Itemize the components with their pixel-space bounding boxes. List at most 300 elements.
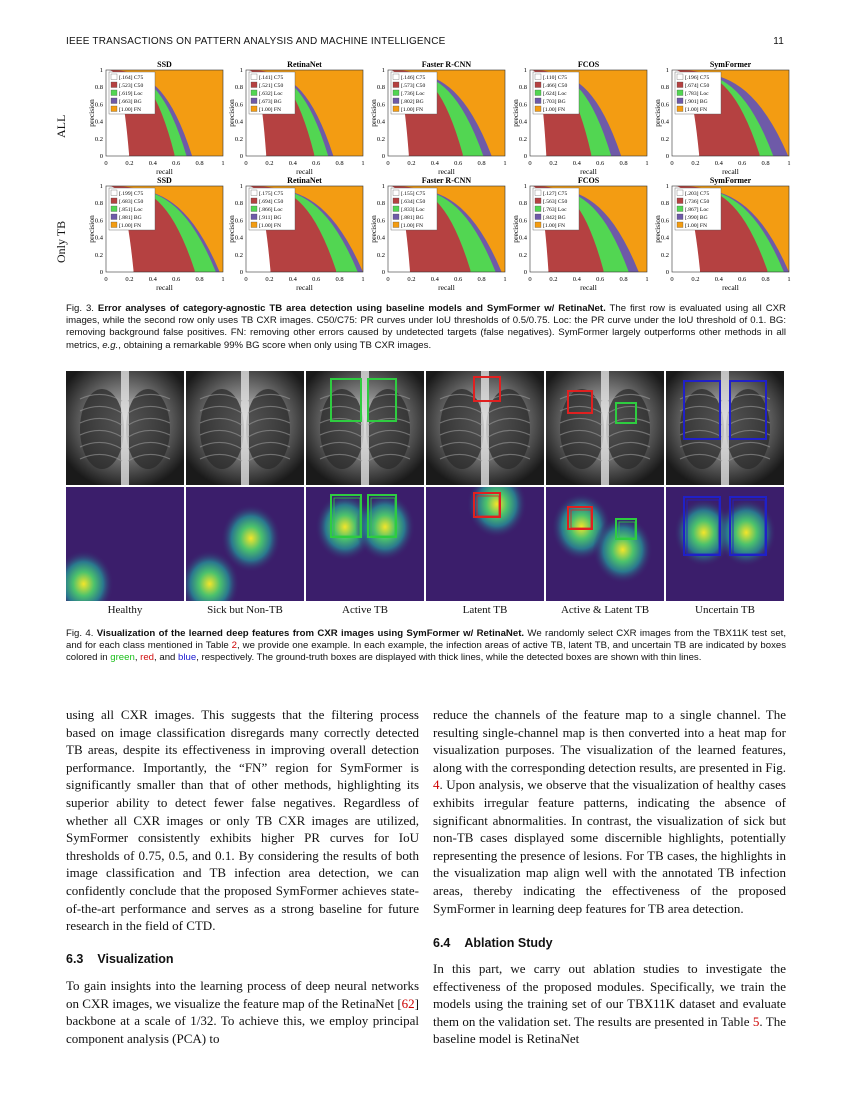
- y-tick-label: 0.2: [660, 135, 669, 143]
- legend: [391, 72, 437, 114]
- legend-entry: [.881] BG: [119, 215, 142, 221]
- x-axis-label: recall: [296, 283, 313, 292]
- fig4-caption-b: , we provide one example. In each example, the infection areas of active TB, latent TB, and uncertain TB are indicated by boxes colored in: [66, 640, 786, 664]
- x-tick-label: 0: [244, 160, 248, 167]
- x-axis-label: recall: [438, 283, 455, 292]
- heat-map: [186, 487, 304, 601]
- y-tick-label: 0.4: [234, 118, 243, 126]
- pr-chart: [227, 174, 368, 292]
- y-tick-label: 0.2: [518, 251, 527, 259]
- legend-swatch: [111, 214, 117, 220]
- legend-swatch: [677, 74, 683, 80]
- legend-swatch: [535, 90, 541, 96]
- y-tick-label: 0.6: [376, 101, 385, 109]
- y-tick-label: 0.8: [518, 200, 527, 208]
- y-tick-label: 0.6: [518, 217, 527, 225]
- x-tick-label: 1: [221, 160, 225, 167]
- pr-chart-svg: [87, 58, 238, 176]
- x-tick-label: 0: [104, 276, 108, 283]
- legend-swatch: [111, 190, 117, 196]
- section-title: Ablation Study: [464, 936, 553, 950]
- pr-chart-svg: [653, 58, 804, 176]
- chart-title: SSD: [157, 176, 172, 185]
- x-tick-label: 0.2: [549, 160, 558, 167]
- legend-swatch: [111, 222, 117, 228]
- running-header: [66, 36, 784, 47]
- y-axis-label: precision: [653, 215, 662, 243]
- legend-swatch: [111, 82, 117, 88]
- x-tick-label: 0.8: [195, 160, 204, 167]
- x-tick-label: 0.2: [549, 276, 558, 283]
- y-tick-label: 0: [523, 269, 527, 276]
- legend-entry: [.146] C75: [401, 75, 426, 81]
- y-tick-label: 0.8: [234, 200, 243, 208]
- legend-swatch: [677, 106, 683, 112]
- legend-swatch: [251, 206, 257, 212]
- legend-swatch: [251, 198, 257, 204]
- x-tick-label: 0.8: [761, 160, 770, 167]
- x-tick-label: 0: [244, 276, 248, 283]
- legend-entry: [.867] Loc: [685, 207, 709, 213]
- legend-entry: [.683] C50: [119, 199, 144, 205]
- y-tick-label: 0.2: [94, 135, 103, 143]
- y-tick-label: 0.8: [376, 200, 385, 208]
- section-number: 6.3: [66, 952, 84, 966]
- legend-swatch: [535, 214, 541, 220]
- x-axis-label: recall: [722, 283, 739, 292]
- class-label: Active & Latent TB: [560, 604, 650, 616]
- activation-blob: [221, 504, 281, 572]
- legend-swatch: [111, 206, 117, 212]
- fig4-label: Fig. 4.: [66, 628, 94, 639]
- x-axis-label: recall: [722, 167, 739, 176]
- right-p2-text: In this part, we carry out ablation studies to investigate the effectiveness of the proposed modules. Specifically, we train the models using the training set of our TBX11K dataset and evaluate them on the validation set. The results are presented in Table: [433, 961, 786, 1029]
- legend-swatch: [251, 82, 257, 88]
- legend-entry: [.164] C75: [119, 75, 144, 81]
- x-tick-label: 0.4: [288, 160, 297, 167]
- chart-title: SymFormer: [709, 60, 752, 69]
- pr-chart-svg: [369, 58, 520, 176]
- cxr-image: [186, 371, 304, 485]
- legend-entry: [.127] C75: [543, 191, 568, 197]
- x-tick-label: 0.6: [172, 160, 181, 167]
- legend-entry: [1.00] FN: [401, 223, 424, 229]
- pr-chart-svg: [653, 174, 804, 292]
- x-tick-label: 0.4: [572, 276, 581, 283]
- legend-entry: [1.00] FN: [543, 107, 566, 113]
- legend-swatch: [251, 74, 257, 80]
- class-label: Healthy: [107, 604, 143, 616]
- x-tick-label: 0.2: [407, 276, 416, 283]
- legend-swatch: [251, 106, 257, 112]
- x-tick-label: 0.8: [477, 276, 486, 283]
- legend-swatch: [393, 106, 399, 112]
- fig3-caption-eg: e.g.: [102, 339, 119, 351]
- legend-entry: [.783] Loc: [685, 91, 709, 97]
- legend-entry: [1.00] FN: [543, 223, 566, 229]
- legend-entry: [.521] C50: [259, 83, 284, 89]
- legend-entry: [.466] C50: [543, 83, 568, 89]
- y-tick-label: 1: [239, 183, 243, 190]
- legend-swatch: [393, 214, 399, 220]
- x-axis-label: recall: [296, 167, 313, 176]
- legend-entry: [.523] C50: [119, 83, 144, 89]
- legend-entry: [1.00] FN: [259, 107, 282, 113]
- y-tick-label: 0.4: [376, 118, 385, 126]
- legend-swatch: [251, 98, 257, 104]
- x-tick-label: 0.8: [335, 276, 344, 283]
- fig4-caption-a: We randomly select CXR images from the TBX11K test set, and for each class mentioned in Table: [66, 628, 786, 652]
- legend-swatch: [535, 190, 541, 196]
- legend-entry: [.674] C50: [685, 83, 710, 89]
- legend-entry: [.624] Loc: [543, 91, 567, 97]
- x-tick-label: 0.4: [148, 276, 157, 283]
- spine: [601, 371, 609, 485]
- left-p2-text-end: ] backbone at a scale of 1/32. To achieve this, we employ principal component analysis (PCA) to: [66, 995, 419, 1046]
- cxr-image: [426, 371, 544, 485]
- x-tick-label: 0.6: [454, 276, 463, 283]
- section-number: 6.4: [433, 936, 451, 950]
- legend-swatch: [677, 214, 683, 220]
- pr-chart: [87, 174, 228, 292]
- y-tick-label: 0.4: [660, 118, 669, 126]
- legend: [391, 188, 437, 230]
- x-tick-label: 1: [645, 276, 649, 283]
- right-p2-text-end: . The baseline model is RetinaNet: [433, 1013, 786, 1047]
- legend-entry: [.851] Loc: [119, 207, 143, 213]
- y-tick-label: 0.6: [660, 101, 669, 109]
- pr-chart-svg: [511, 58, 662, 176]
- pr-chart: [511, 58, 652, 176]
- fig3-caption-bold: Error analyses of category-agnostic TB area detection using baseline models and SymFormer w/ RetinaNet.: [97, 303, 606, 314]
- y-axis-label: precision: [87, 99, 96, 127]
- y-axis-label: precision: [369, 99, 378, 127]
- x-tick-label: 0.6: [738, 160, 747, 167]
- legend-entry: [1.00] FN: [685, 107, 708, 113]
- legend: [675, 72, 721, 114]
- legend-entry: [.833] Loc: [401, 207, 425, 213]
- legend-entry: [.573] C50: [401, 83, 426, 89]
- fig3-caption-end: , obtaining a remarkable 99% BG score when only using TB CXR images.: [118, 339, 432, 351]
- table-5-ref[interactable]: 5: [752, 1013, 760, 1029]
- legend-swatch: [393, 206, 399, 212]
- y-tick-label: 1: [99, 67, 103, 74]
- y-tick-label: 0.8: [94, 200, 103, 208]
- x-tick-label: 0: [386, 276, 390, 283]
- legend-swatch: [677, 190, 683, 196]
- x-tick-label: 0.8: [619, 160, 628, 167]
- journal-name: IEEE TRANSACTIONS ON PATTERN ANALYSIS AND MACHINE INTELLIGENCE: [66, 36, 446, 47]
- heat-map: [66, 487, 184, 601]
- x-axis-label: recall: [156, 167, 173, 176]
- legend-swatch: [677, 82, 683, 88]
- x-tick-label: 0.4: [148, 160, 157, 167]
- legend-swatch: [535, 82, 541, 88]
- y-tick-label: 0.8: [94, 84, 103, 92]
- fig3-label: Fig. 3.: [66, 303, 94, 314]
- caption-blue: blue: [178, 652, 197, 664]
- caption-sep: ,: [134, 652, 141, 664]
- class-label: Uncertain TB: [695, 604, 755, 616]
- y-tick-label: 0.2: [94, 251, 103, 259]
- spine: [241, 371, 249, 485]
- cxr-image: [546, 371, 664, 485]
- pr-chart: [227, 58, 368, 176]
- left-paragraph-1: using all CXR images. This suggests that the filtering process based on image classification disregards many correctly detected TB areas, despite its effectiveness in improving overall detection performance. Importantly, the “FN” region for SymFormer is significantly smaller than that of other methods, highlighting its superior ability to detect fewer false negatives. Regardless of whether all CXR images or only TB CXR images are utilized, SymFormer consistently exhibits higher PR curves for IoU thresholds of 0.75, 0.5, and 0.1. By considering the results of both image classification and TB infection area detection, we can confidently conclude that the proposed SymFormer achieves state-of-the-art performance and serves as a strong baseline for future research in the field of CTD.: [66, 707, 419, 934]
- y-tick-label: 0.4: [376, 234, 385, 242]
- x-tick-label: 1: [361, 276, 365, 283]
- x-tick-label: 0.2: [125, 160, 134, 167]
- class-label: Sick but Non-TB: [207, 604, 283, 616]
- legend-swatch: [393, 74, 399, 80]
- legend-swatch: [677, 198, 683, 204]
- legend-entry: [.673] BG: [259, 99, 282, 105]
- legend: [675, 188, 721, 230]
- legend-entry: [.141] C75: [259, 75, 284, 81]
- class-label: Latent TB: [462, 604, 508, 616]
- legend-entry: [.663] BG: [119, 99, 142, 105]
- y-tick-label: 0.8: [660, 84, 669, 92]
- y-tick-label: 0.4: [234, 234, 243, 242]
- y-axis-label: precision: [369, 215, 378, 243]
- legend-entry: [.901] BG: [685, 99, 708, 105]
- y-tick-label: 0.4: [94, 234, 103, 242]
- y-tick-label: 0.4: [94, 118, 103, 126]
- legend-swatch: [393, 190, 399, 196]
- pr-chart: [369, 58, 510, 176]
- y-axis-label: precision: [87, 215, 96, 243]
- legend-entry: [.842] BG: [543, 215, 566, 221]
- x-tick-label: 1: [361, 160, 365, 167]
- legend: [533, 188, 579, 230]
- section-title: Visualization: [97, 952, 174, 966]
- x-tick-label: 0.8: [195, 276, 204, 283]
- legend: [249, 72, 295, 114]
- y-tick-label: 0.8: [660, 200, 669, 208]
- y-tick-label: 0: [665, 153, 669, 160]
- x-axis-label: recall: [438, 167, 455, 176]
- y-tick-label: 0.6: [94, 101, 103, 109]
- x-tick-label: 0.2: [691, 160, 700, 167]
- legend-entry: [.110] C75: [543, 75, 568, 81]
- pr-chart-svg: [227, 174, 378, 292]
- x-tick-label: 0.2: [407, 160, 416, 167]
- y-tick-label: 0.6: [660, 217, 669, 225]
- section-6-4-heading: [433, 936, 567, 950]
- fig3-caption-text: The first row is evaluated using all CXR images, while the second row only uses TB CXR images. C50/C75: PR curves under IoU thresholds of 0.5/0.75. Loc: the PR curve under the IoU threshold of 0.1. BG: removing background false positives. FN: removing other errors caused by undetected targets (false negatives). SymFormer largely outperforms other methods in all metrics,: [66, 303, 786, 351]
- x-tick-label: 0.8: [477, 160, 486, 167]
- y-tick-label: 0.8: [518, 84, 527, 92]
- y-tick-label: 0.2: [376, 251, 385, 259]
- y-tick-label: 0.6: [234, 217, 243, 225]
- y-axis-label: precision: [511, 99, 520, 127]
- pr-chart: [653, 58, 794, 176]
- x-tick-label: 0.6: [454, 160, 463, 167]
- x-tick-label: 0: [386, 160, 390, 167]
- y-axis-label: precision: [511, 215, 520, 243]
- legend-swatch: [251, 190, 257, 196]
- y-tick-label: 0.2: [518, 135, 527, 143]
- legend-entry: [.990] BG: [685, 215, 708, 221]
- fig-4-ref[interactable]: 4: [433, 777, 440, 793]
- y-tick-label: 0: [99, 153, 103, 160]
- x-tick-label: 0.2: [125, 276, 134, 283]
- right-p1-text-end: . Upon analysis, we observe that the visualization of healthy cases exhibits irregular feature patterns, indicating the absence of significant abnormalities. In contrast, the visualization of sick but non-TB cases displayed some discernible highlights, potentially representing the presence of lesions. For TB cases, the highlights in the visualization map align well with the annotated TB infection areas, thereby indicating the effectiveness of the proposed SymFormer in learning deep features for TB area detection.: [433, 777, 786, 916]
- left-p2-text: To gain insights into the learning process of deep neural networks on CXR images, we visualize the feature map of the RetinaNet [: [66, 978, 419, 1011]
- x-tick-label: 0.2: [691, 276, 700, 283]
- legend-entry: [.763] Loc: [543, 207, 567, 213]
- legend-entry: [1.00] FN: [119, 223, 142, 229]
- legend-entry: [.196] C75: [685, 75, 710, 81]
- y-tick-label: 0: [381, 153, 385, 160]
- heat-map: [666, 487, 784, 601]
- y-tick-label: 1: [381, 183, 385, 190]
- pr-chart: [369, 174, 510, 292]
- right-p1-text: reduce the channels of the feature map to a single channel. The resulting single-channel map is then converted into a heat map for visualization purposes. The visualization of the learned features, along with the corresponding detection results, are presented in Fig.: [433, 707, 786, 775]
- y-axis-label: precision: [227, 215, 236, 243]
- legend-swatch: [535, 98, 541, 104]
- class-label: Active TB: [342, 604, 388, 616]
- legend: [109, 188, 155, 230]
- y-tick-label: 1: [665, 183, 669, 190]
- y-tick-label: 0.4: [518, 234, 527, 242]
- right-paragraph-1: [433, 706, 786, 917]
- heat-map: [306, 487, 424, 601]
- heat-map: [546, 487, 664, 601]
- activation-blob: [355, 493, 415, 561]
- chart-title: SSD: [157, 60, 172, 69]
- legend-entry: [.563] C50: [543, 199, 568, 205]
- y-tick-label: 1: [523, 183, 527, 190]
- y-tick-label: 1: [99, 183, 103, 190]
- caption-green: green: [110, 652, 135, 664]
- legend-swatch: [677, 90, 683, 96]
- x-tick-label: 1: [503, 160, 507, 167]
- y-tick-label: 0.6: [234, 101, 243, 109]
- legend-entry: [1.00] FN: [259, 223, 282, 229]
- fig4-table-ref[interactable]: 2: [231, 640, 238, 652]
- chart-title: RetinaNet: [287, 60, 322, 69]
- x-tick-label: 0: [670, 160, 674, 167]
- x-tick-label: 0.4: [714, 276, 723, 283]
- legend-swatch: [677, 98, 683, 104]
- activation-blob: [593, 516, 653, 584]
- legend-entry: [1.00] FN: [119, 107, 142, 113]
- left-paragraph-2: [66, 977, 419, 1047]
- legend-swatch: [535, 198, 541, 204]
- legend-entry: [1.00] FN: [685, 223, 708, 229]
- legend-swatch: [111, 90, 117, 96]
- x-tick-label: 1: [787, 160, 791, 167]
- legend-entry: [.802] BG: [401, 99, 424, 105]
- x-tick-label: 0.4: [572, 160, 581, 167]
- x-axis-label: recall: [156, 283, 173, 292]
- page-number: 11: [773, 36, 784, 47]
- legend-entry: [.199] C75: [119, 191, 144, 197]
- pr-chart-svg: [87, 174, 238, 292]
- x-tick-label: 0.6: [738, 276, 747, 283]
- legend-entry: [.911] BG: [259, 215, 282, 221]
- legend-entry: [.634] C50: [401, 199, 426, 205]
- legend-entry: [.155] C75: [401, 191, 426, 197]
- chart-title: RetinaNet: [287, 176, 322, 185]
- chart-title: Faster R-CNN: [421, 60, 472, 69]
- figure-4-caption: [66, 628, 786, 665]
- heat-map: [426, 487, 544, 601]
- y-tick-label: 1: [239, 67, 243, 74]
- y-tick-label: 0.2: [376, 135, 385, 143]
- x-tick-label: 1: [645, 160, 649, 167]
- fig4-caption-bold: Visualization of the learned deep features from CXR images using SymFormer w/ RetinaNet.: [96, 628, 525, 639]
- x-tick-label: 0.6: [596, 160, 605, 167]
- x-tick-label: 0: [528, 276, 532, 283]
- caption-red: red: [140, 652, 155, 664]
- pr-chart: [87, 58, 228, 176]
- y-tick-label: 0.6: [376, 217, 385, 225]
- chart-title: Faster R-CNN: [421, 176, 472, 185]
- x-tick-label: 0.8: [761, 276, 770, 283]
- y-tick-label: 0.4: [518, 118, 527, 126]
- legend-swatch: [393, 198, 399, 204]
- x-tick-label: 0.6: [312, 276, 321, 283]
- legend: [109, 72, 155, 114]
- cxr-image: [66, 371, 184, 485]
- legend-swatch: [251, 214, 257, 220]
- x-axis-label: recall: [580, 167, 597, 176]
- y-tick-label: 1: [381, 67, 385, 74]
- x-tick-label: 0.2: [265, 160, 274, 167]
- x-tick-label: 0.6: [596, 276, 605, 283]
- y-tick-label: 0: [99, 269, 103, 276]
- legend-swatch: [111, 198, 117, 204]
- legend: [533, 72, 579, 114]
- figure-3-caption: [66, 303, 786, 352]
- y-tick-label: 0: [665, 269, 669, 276]
- x-tick-label: 0.6: [312, 160, 321, 167]
- x-tick-label: 1: [221, 276, 225, 283]
- x-tick-label: 0: [528, 160, 532, 167]
- chart-title: FCOS: [577, 176, 600, 185]
- cxr-image: [306, 371, 424, 485]
- x-tick-label: 0.2: [265, 276, 274, 283]
- caption-sep: , and: [154, 652, 179, 664]
- legend-entry: [.736] Loc: [401, 91, 425, 97]
- chart-title: SymFormer: [709, 176, 752, 185]
- x-tick-label: 0.8: [619, 276, 628, 283]
- ref-62[interactable]: 62: [401, 995, 415, 1011]
- x-tick-label: 1: [787, 276, 791, 283]
- legend-swatch: [535, 222, 541, 228]
- legend: [249, 188, 295, 230]
- legend-entry: [.881] BG: [401, 215, 424, 221]
- legend-swatch: [677, 222, 683, 228]
- x-tick-label: 0: [670, 276, 674, 283]
- spine: [121, 371, 129, 485]
- legend-entry: [.632] Loc: [259, 91, 283, 97]
- legend-entry: [.694] C50: [259, 199, 284, 205]
- y-tick-label: 0.2: [234, 251, 243, 259]
- pr-chart-svg: [511, 174, 662, 292]
- legend-swatch: [251, 222, 257, 228]
- legend-swatch: [251, 90, 257, 96]
- legend-entry: [.703] BG: [543, 99, 566, 105]
- y-tick-label: 0.6: [94, 217, 103, 225]
- legend-entry: [.175] C75: [259, 191, 284, 197]
- x-tick-label: 0.4: [430, 160, 439, 167]
- y-tick-label: 0: [381, 269, 385, 276]
- legend-swatch: [393, 222, 399, 228]
- y-tick-label: 0.8: [376, 84, 385, 92]
